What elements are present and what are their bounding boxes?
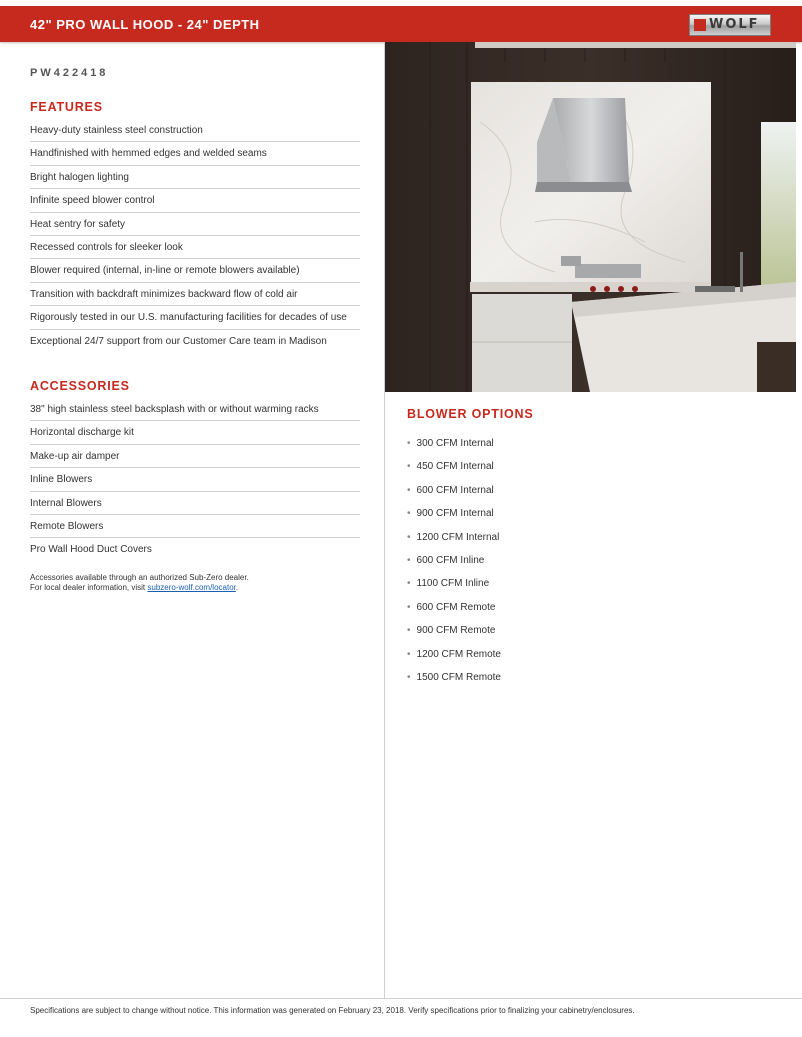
dealer-locator-link[interactable]: subzero-wolf.com/locator bbox=[147, 583, 236, 592]
feature-item: Blower required (internal, in-line or remote blowers available) bbox=[30, 259, 360, 282]
blower-option-item: • 900 CFM Remote bbox=[407, 619, 501, 642]
header-bar bbox=[0, 6, 802, 42]
blower-option-item: • 900 CFM Internal bbox=[407, 502, 501, 525]
feature-item: Rigorously tested in our U.S. manufacturing facilities for decades of use bbox=[30, 306, 360, 329]
blower-options-heading: BLOWER OPTIONS bbox=[407, 407, 534, 421]
logo-mark-icon bbox=[694, 19, 706, 31]
blower-option-item: • 1200 CFM Remote bbox=[407, 643, 501, 666]
blower-option-item: • 1100 CFM Inline bbox=[407, 572, 501, 595]
feature-item: Heat sentry for safety bbox=[30, 213, 360, 236]
accessory-item: Internal Blowers bbox=[30, 492, 360, 515]
blower-option-item: • 450 CFM Internal bbox=[407, 455, 501, 478]
product-photo bbox=[385, 42, 796, 392]
accessories-list bbox=[30, 398, 360, 562]
note-suffix: . bbox=[235, 583, 239, 592]
accessory-item: Horizontal discharge kit bbox=[30, 421, 360, 444]
kitchen-photo-illustration bbox=[385, 42, 796, 392]
note-line-2 bbox=[30, 583, 249, 593]
accessory-item: Pro Wall Hood Duct Covers bbox=[30, 544, 152, 556]
note-line-1: Accessories available through an authorized Sub-Zero dealer. bbox=[30, 573, 249, 582]
blower-option-item: • 300 CFM Internal bbox=[407, 432, 501, 455]
accessory-item: Inline Blowers bbox=[30, 468, 360, 491]
accessory-item: 38" high stainless steel backsplash with or without warming racks bbox=[30, 398, 360, 421]
feature-item: Bright halogen lighting bbox=[30, 166, 360, 189]
accessories-note bbox=[30, 573, 249, 593]
feature-item: Exceptional 24/7 support from our Customer Care team in Madison bbox=[30, 335, 327, 347]
blower-option-item: • 1500 CFM Remote bbox=[407, 666, 501, 689]
feature-item: Handfinished with hemmed edges and welded seams bbox=[30, 142, 360, 165]
feature-item: Transition with backdraft minimizes backward flow of cold air bbox=[30, 283, 360, 306]
accessory-item: Remote Blowers bbox=[30, 515, 360, 538]
blower-option-item: • 600 CFM Internal bbox=[407, 479, 501, 502]
footer-divider bbox=[0, 998, 802, 999]
blower-option-item: • 600 CFM Inline bbox=[407, 549, 501, 572]
note-prefix: For local dealer information, visit bbox=[30, 583, 148, 592]
features-heading: FEATURES bbox=[30, 100, 103, 114]
feature-item: Heavy-duty stainless steel construction bbox=[30, 119, 360, 142]
wolf-logo bbox=[689, 14, 771, 36]
feature-item: Infinite speed blower control bbox=[30, 189, 360, 212]
logo-text: WOLF bbox=[709, 17, 760, 32]
blower-option-item: • 1200 CFM Internal bbox=[407, 526, 501, 549]
accessory-item: Make-up air damper bbox=[30, 445, 360, 468]
blower-options-list bbox=[407, 432, 501, 689]
page-title: 42" PRO WALL HOOD - 24" DEPTH bbox=[30, 17, 260, 32]
features-list bbox=[30, 119, 360, 353]
feature-item: Recessed controls for sleeker look bbox=[30, 236, 360, 259]
model-number: PW422418 bbox=[30, 67, 109, 79]
blower-option-item: • 600 CFM Remote bbox=[407, 596, 501, 619]
footer-disclaimer: Specifications are subject to change without notice. This information was generated on February 23, 2018. Verify specifications prior to finalizing your cabinetry/enclosures. bbox=[30, 1006, 635, 1015]
accessories-heading: ACCESSORIES bbox=[30, 379, 130, 393]
